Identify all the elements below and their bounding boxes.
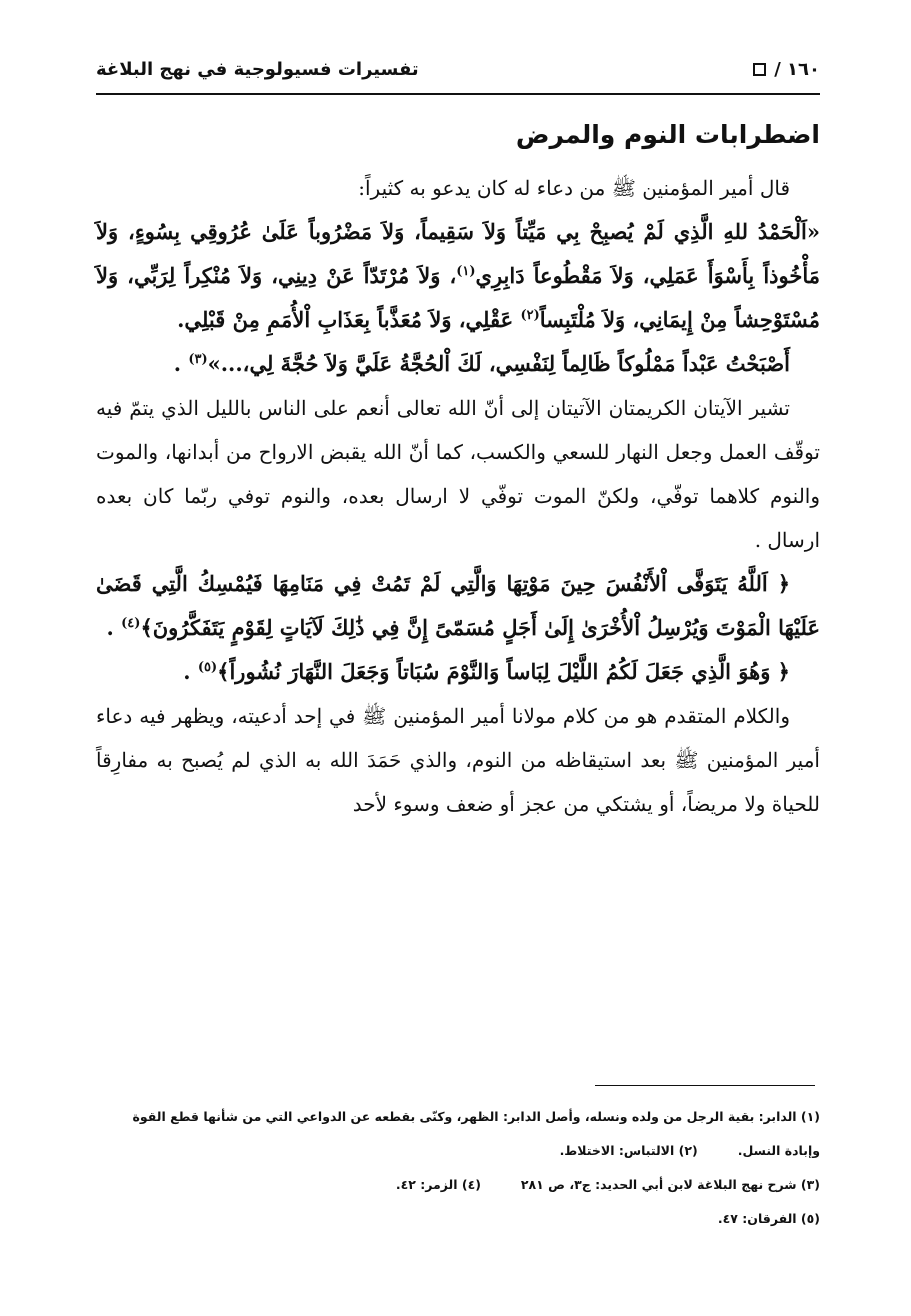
page-number-text: ١٦٠ / <box>774 58 820 80</box>
quran-verse-2-text: ﴿ وَهُوَ الَّذِي جَعَلَ لَكُمُ اللَّيْلَ لِبَاساً وَالنَّوْمَ سُبَاتاً وَجَعَلَ النَّهَارَ نُشُوراً﴾ <box>217 659 790 684</box>
hadith-line2 <box>96 342 820 386</box>
page-number <box>753 59 820 80</box>
footnote-5: (٥) الفرقان: ٤٧. <box>717 1211 820 1226</box>
header-divider <box>96 93 820 95</box>
paragraph-2: والكلام المتقدم هو من كلام مولانا أمير المؤمنين ﷺ في إحد أدعيته، ويظهر فيه دعاء أمير المؤمنين ﷺ بعد استيقاظه من النوم، والذي حَمَدَ الله به الذي لم يُصبح به مفارِقاً للحياة ولا مريضاً، أو يشتكي من عجز أو ضعف وسوء لأحد <box>96 704 820 816</box>
footnote-2: (٢) الالتباس: الاختلاط. <box>559 1143 698 1158</box>
footnote-ref-2: (٢) <box>520 308 540 323</box>
footnote-4: (٤) الزمر: ٤٢. <box>395 1177 481 1192</box>
hadith-part3: عَقْلِي، وَلاَ مُعَذَّباً بِعَذَابِ اْلأُمَمِ مِنْ قَبْلِي. <box>177 307 521 332</box>
hadith-paragraph <box>96 210 820 342</box>
page-header <box>96 52 820 86</box>
section-title: اضطرابات النوم والمرض <box>515 120 820 149</box>
quran-verse-1-end: . <box>106 615 122 640</box>
main-text <box>96 110 820 826</box>
footnotes <box>96 1100 820 1236</box>
quran-verse-1 <box>96 562 820 650</box>
quran-verse-1-text: ﴿ اَللَّهُ يَتَوَفَّى اْلأَنْفُسَ حِينَ مَوْتِهَا وَالَّتِي لَمْ تَمُتْ فِي مَنَامِهَا فَيُمْسِكُ الَّتِي قَضَىٰ عَلَيْهَا الْمَوْتَ وَيُرْسِلُ اْلأُخْرَىٰ إِلَىٰ أَجَلٍ مُسَمّىً إِنَّ فِي ذَٰلِكَ لَآيَاتٍ لِقَوْمٍ يَتَفَكَّرُونَ﴾ <box>96 571 820 640</box>
square-ornament-icon <box>753 63 766 76</box>
book-title: تفسيرات فسيولوجية في نهج البلاغة <box>96 58 419 80</box>
footnote-1-continuation: وإبادة النسل. <box>737 1143 820 1158</box>
footnote-divider <box>595 1085 815 1086</box>
footnote-row-3 <box>96 1168 820 1202</box>
hadith-part1: «اَلْحَمْدُ للهِ الَّذِي لَمْ يُصبِحْ بِي مَيِّتاً وَلاَ سَقِيماً، وَلاَ مَضْرُوباً عَلَىٰ عُرُوقِي بِسُوءٍ، وَلاَ مَأْخُوذاً بِأَسْوَأَ عَمَلِي، وَلاَ مَقْطُوعاً دَابِرِي <box>96 219 820 288</box>
quran-verse-2-end: . <box>183 659 198 684</box>
footnote-ref-5: (٥) <box>197 660 218 675</box>
paragraph-1: تشير الآيتان الكريمتان الآتيتان إلى أنّ الله تعالى أنعم على الناس بالليل الذي يتمّ فيه توقّف العمل وجعل النهار للسعي والكسب، كما أنّ الله يقبض الارواح من أبدانها، والموت والنوم كلاهما توفّي، ولكنّ الموت توفّي لا ارسال بعده، والنوم توفي ربّما كان بعده ارسال . <box>96 396 820 552</box>
footnote-ref-3: (٣) <box>188 352 208 367</box>
footnote-3: (٣) شرح نهج البلاغة لابن أبي الحديد: ج٣، ص ٢٨١ <box>520 1177 820 1192</box>
hadith-line2-end: . <box>173 351 189 376</box>
hadith-line2-text: أَصْبَحْتُ عَبْداً مَمْلُوكاً ظَالِماً لِنَفْسِي، لَكَ اْلحُجَّةُ عَلَيَّ وَلاَ حُجَّةَ لِي،...» <box>207 351 790 376</box>
footnote-ref-1: (١) <box>456 264 476 279</box>
footnote-1: (١) الدابر: بقية الرجل من ولده ونسله، وأصل الدابر: الظهر، وكنّى بقطعه عن الدواعي التي من شأنها قطع القوة <box>132 1109 820 1124</box>
intro-line: قال أمير المؤمنين ﷺ من دعاء له كان يدعو به كثيراً: <box>358 176 790 200</box>
footnote-ref-4: (٤) <box>121 616 141 631</box>
hadith-part2: ، وَلاَ مُرْتَدّاً عَنْ دِينِي، وَلاَ مُنْكِراً لِرَبِّي، وَلاَ مُسْتَوْحِشاً مِنْ إِيمَانِي، وَلاَ مُلْتَبِساً <box>96 263 820 332</box>
footnote-row-2 <box>96 1134 820 1168</box>
quran-verse-2 <box>96 650 820 694</box>
